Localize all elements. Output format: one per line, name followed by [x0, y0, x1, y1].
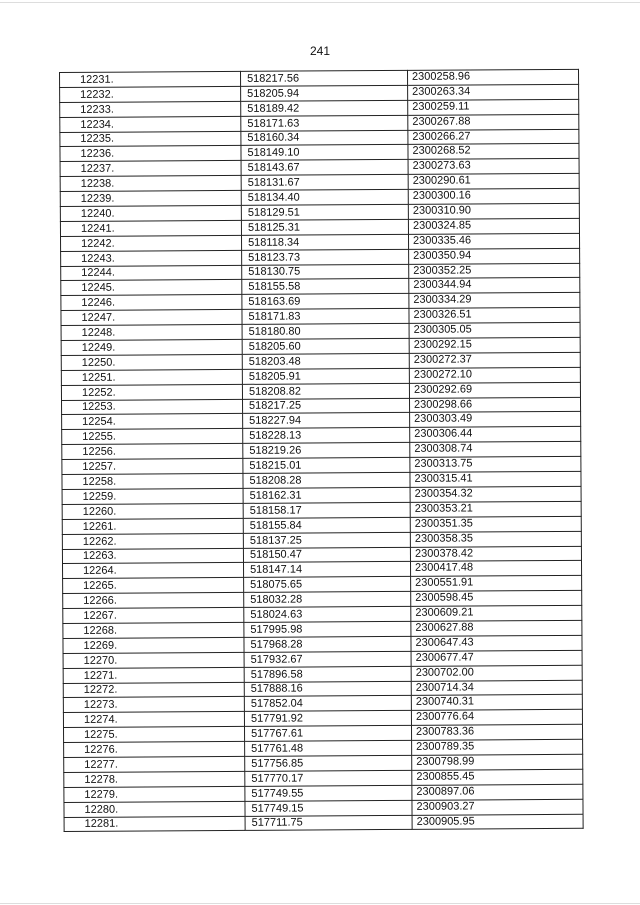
- point-number-cell: 12247.: [61, 310, 242, 326]
- point-number-cell: 12270.: [63, 652, 244, 668]
- x-coordinate-cell: 517711.75: [245, 815, 412, 831]
- point-number-cell: 12235.: [60, 131, 241, 147]
- coordinates-table: [59, 69, 584, 833]
- y-coordinate-cell: 2300303.49: [410, 412, 581, 428]
- y-coordinate-cell: 2300417.48: [410, 561, 581, 577]
- x-coordinate-cell: 518024.63: [244, 606, 411, 622]
- scan-bottom-edge: [0, 903, 640, 904]
- x-coordinate-cell: 518227.94: [243, 413, 410, 429]
- y-coordinate-cell: 2300776.64: [411, 710, 582, 726]
- point-number-cell: 12258.: [62, 473, 243, 489]
- y-coordinate-cell: 2300268.52: [408, 144, 579, 160]
- point-number-cell: 12253.: [62, 399, 243, 415]
- x-coordinate-cell: 517968.28: [244, 636, 411, 652]
- y-coordinate-cell: 2300335.46: [408, 233, 579, 249]
- point-number-cell: 12281.: [64, 816, 245, 832]
- x-coordinate-cell: 518125.31: [241, 219, 408, 235]
- point-number-cell: 12267.: [63, 607, 244, 623]
- y-coordinate-cell: 2300352.25: [409, 263, 580, 279]
- y-coordinate-cell: 2300609.21: [411, 605, 582, 621]
- point-number-cell: 12244.: [61, 265, 242, 281]
- point-number-cell: 12232.: [60, 86, 241, 102]
- x-coordinate-cell: 518147.14: [244, 562, 411, 578]
- y-coordinate-cell: 2300263.34: [408, 84, 579, 100]
- x-coordinate-cell: 517896.58: [244, 666, 411, 682]
- x-coordinate-cell: 518171.63: [241, 115, 408, 131]
- y-coordinate-cell: 2300551.91: [411, 576, 582, 592]
- point-number-cell: 12243.: [61, 250, 242, 266]
- x-coordinate-cell: 518129.51: [241, 204, 408, 220]
- point-number-cell: 12279.: [64, 786, 245, 802]
- point-number-cell: 12241.: [60, 220, 241, 236]
- point-number-cell: 12268.: [63, 622, 244, 638]
- x-coordinate-cell: 517932.67: [244, 651, 411, 667]
- y-coordinate-cell: 2300300.16: [408, 188, 579, 204]
- x-coordinate-cell: 518158.17: [243, 502, 410, 518]
- x-coordinate-cell: 517749.55: [245, 785, 412, 801]
- point-number-cell: 12259.: [62, 488, 243, 504]
- point-number-cell: 12274.: [63, 712, 244, 728]
- x-coordinate-cell: 518205.91: [242, 368, 409, 384]
- point-number-cell: 12251.: [61, 369, 242, 385]
- y-coordinate-cell: 2300272.37: [409, 352, 580, 368]
- y-coordinate-cell: 2300677.47: [411, 650, 582, 666]
- point-number-cell: 12231.: [60, 71, 241, 87]
- table-row: [64, 814, 583, 832]
- table-body: [60, 69, 584, 832]
- y-coordinate-cell: 2300702.00: [411, 665, 582, 681]
- x-coordinate-cell: 518123.73: [242, 249, 409, 265]
- x-coordinate-cell: 517995.98: [244, 621, 411, 637]
- y-coordinate-cell: 2300358.35: [410, 531, 581, 547]
- x-coordinate-cell: 518160.34: [241, 130, 408, 146]
- x-coordinate-cell: 518171.83: [242, 309, 409, 325]
- y-coordinate-cell: 2300326.51: [409, 308, 580, 324]
- point-number-cell: 12234.: [60, 116, 241, 132]
- point-number-cell: 12280.: [64, 801, 245, 817]
- y-coordinate-cell: 2300351.35: [410, 516, 581, 532]
- x-coordinate-cell: 518131.67: [241, 175, 408, 191]
- y-coordinate-cell: 2300306.44: [410, 427, 581, 443]
- y-coordinate-cell: 2300798.99: [412, 754, 583, 770]
- point-number-cell: 12236.: [60, 146, 241, 162]
- y-coordinate-cell: 2300897.06: [412, 784, 583, 800]
- x-coordinate-cell: 518130.75: [242, 264, 409, 280]
- y-coordinate-cell: 2300789.35: [412, 739, 583, 755]
- point-number-cell: 12233.: [60, 101, 241, 117]
- point-number-cell: 12254.: [62, 414, 243, 430]
- point-number-cell: 12262.: [62, 533, 243, 549]
- y-coordinate-cell: 2300315.41: [410, 471, 581, 487]
- y-coordinate-cell: 2300305.05: [409, 322, 580, 338]
- point-number-cell: 12260.: [62, 503, 243, 519]
- point-number-cell: 12249.: [61, 339, 242, 355]
- point-number-cell: 12264.: [63, 563, 244, 579]
- point-number-cell: 12271.: [63, 667, 244, 683]
- x-coordinate-cell: 518180.80: [242, 324, 409, 340]
- y-coordinate-cell: 2300266.27: [408, 129, 579, 145]
- x-coordinate-cell: 518162.31: [243, 487, 410, 503]
- y-coordinate-cell: 2300354.32: [410, 486, 581, 502]
- point-number-cell: 12269.: [63, 637, 244, 653]
- y-coordinate-cell: 2300740.31: [411, 695, 582, 711]
- x-coordinate-cell: 518134.40: [241, 189, 408, 205]
- x-coordinate-cell: 518143.67: [241, 160, 408, 176]
- y-coordinate-cell: 2300267.88: [408, 114, 579, 130]
- point-number-cell: 12248.: [61, 325, 242, 341]
- x-coordinate-cell: 518215.01: [243, 458, 410, 474]
- point-number-cell: 12272.: [63, 682, 244, 698]
- x-coordinate-cell: 518137.25: [243, 532, 410, 548]
- point-number-cell: 12240.: [60, 205, 241, 221]
- y-coordinate-cell: 2300324.85: [408, 218, 579, 234]
- x-coordinate-cell: 518155.58: [242, 279, 409, 295]
- point-number-cell: 12245.: [61, 280, 242, 296]
- x-coordinate-cell: 517852.04: [244, 696, 411, 712]
- y-coordinate-cell: 2300273.63: [408, 159, 579, 175]
- point-number-cell: 12257.: [62, 459, 243, 475]
- point-number-cell: 12237.: [60, 161, 241, 177]
- x-coordinate-cell: 517767.61: [245, 726, 412, 742]
- point-number-cell: 12265.: [63, 578, 244, 594]
- y-coordinate-cell: 2300290.61: [408, 174, 579, 190]
- y-coordinate-cell: 2300292.15: [409, 337, 580, 353]
- point-number-cell: 12256.: [62, 444, 243, 460]
- y-coordinate-cell: 2300350.94: [409, 248, 580, 264]
- x-coordinate-cell: 517761.48: [245, 740, 412, 756]
- x-coordinate-cell: 518075.65: [244, 577, 411, 593]
- y-coordinate-cell: 2300378.42: [410, 546, 581, 562]
- page-number: 241: [309, 44, 331, 58]
- y-coordinate-cell: 2300353.21: [410, 501, 581, 517]
- point-number-cell: 12266.: [63, 593, 244, 609]
- x-coordinate-cell: 517749.15: [245, 800, 412, 816]
- x-coordinate-cell: 518118.34: [242, 234, 409, 250]
- point-number-cell: 12242.: [61, 235, 242, 251]
- y-coordinate-cell: 2300598.45: [411, 590, 582, 606]
- x-coordinate-cell: 518205.94: [241, 85, 408, 101]
- y-coordinate-cell: 2300714.34: [411, 680, 582, 696]
- point-number-cell: 12246.: [61, 295, 242, 311]
- x-coordinate-cell: 518163.69: [242, 294, 409, 310]
- point-number-cell: 12238.: [60, 176, 241, 192]
- x-coordinate-cell: 518205.60: [242, 338, 409, 354]
- y-coordinate-cell: 2300259.11: [408, 99, 579, 115]
- point-number-cell: 12275.: [64, 727, 245, 743]
- point-number-cell: 12277.: [64, 756, 245, 772]
- x-coordinate-cell: 517888.16: [244, 681, 411, 697]
- y-coordinate-cell: 2300258.96: [407, 69, 578, 85]
- y-coordinate-cell: 2300334.29: [409, 293, 580, 309]
- y-coordinate-cell: 2300647.43: [411, 635, 582, 651]
- point-number-cell: 12278.: [64, 771, 245, 787]
- x-coordinate-cell: 517756.85: [245, 755, 412, 771]
- y-coordinate-cell: 2300298.66: [409, 397, 580, 413]
- x-coordinate-cell: 518219.26: [243, 443, 410, 459]
- y-coordinate-cell: 2300783.36: [411, 725, 582, 741]
- x-coordinate-cell: 518208.82: [242, 383, 409, 399]
- point-number-cell: 12273.: [63, 697, 244, 713]
- point-number-cell: 12261.: [62, 518, 243, 534]
- y-coordinate-cell: 2300627.88: [411, 620, 582, 636]
- x-coordinate-cell: 518155.84: [243, 517, 410, 533]
- point-number-cell: 12255.: [62, 429, 243, 445]
- x-coordinate-cell: 517791.92: [244, 711, 411, 727]
- point-number-cell: 12250.: [61, 354, 242, 370]
- scan-top-edge: [0, 2, 640, 3]
- x-coordinate-cell: 518189.42: [241, 100, 408, 116]
- x-coordinate-cell: 518203.48: [242, 353, 409, 369]
- x-coordinate-cell: 518217.56: [240, 70, 407, 86]
- point-number-cell: 12239.: [60, 191, 241, 207]
- point-number-cell: 12276.: [64, 741, 245, 757]
- x-coordinate-cell: 518217.25: [243, 398, 410, 414]
- y-coordinate-cell: 2300855.45: [412, 769, 583, 785]
- x-coordinate-cell: 518228.13: [243, 428, 410, 444]
- x-coordinate-cell: 518149.10: [241, 145, 408, 161]
- y-coordinate-cell: 2300310.90: [408, 203, 579, 219]
- x-coordinate-cell: 517770.17: [245, 770, 412, 786]
- x-coordinate-cell: 518150.47: [243, 547, 410, 563]
- y-coordinate-cell: 2300905.95: [412, 814, 583, 830]
- y-coordinate-cell: 2300272.10: [409, 367, 580, 383]
- y-coordinate-cell: 2300903.27: [412, 799, 583, 815]
- x-coordinate-cell: 518208.28: [243, 472, 410, 488]
- y-coordinate-cell: 2300292.69: [409, 382, 580, 398]
- y-coordinate-cell: 2300344.94: [409, 278, 580, 294]
- x-coordinate-cell: 518032.28: [244, 592, 411, 608]
- y-coordinate-cell: 2300308.74: [410, 442, 581, 458]
- y-coordinate-cell: 2300313.75: [410, 456, 581, 472]
- point-number-cell: 12263.: [62, 548, 243, 564]
- point-number-cell: 12252.: [61, 384, 242, 400]
